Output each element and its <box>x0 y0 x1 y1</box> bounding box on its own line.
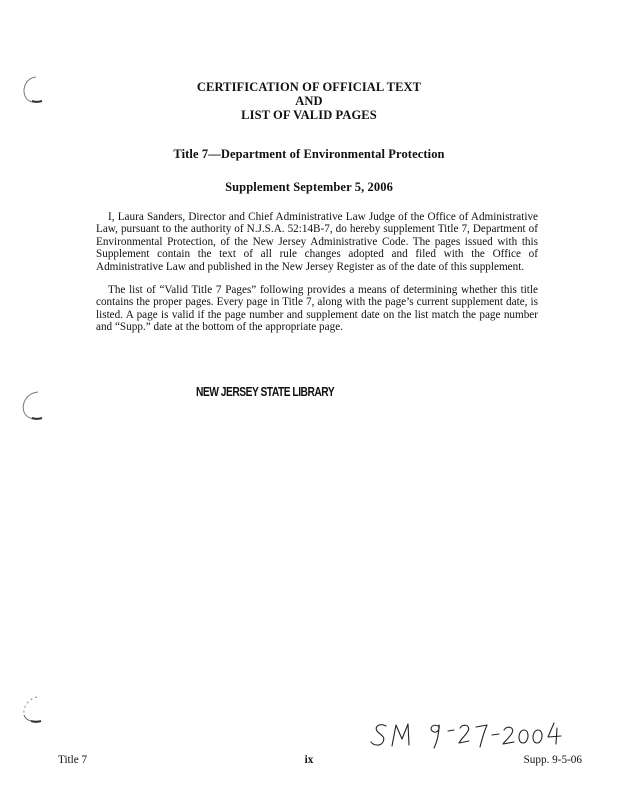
footer-supplement-date: Supp. 9-5-06 <box>523 754 582 766</box>
certification-heading: CERTIFICATION OF OFFICIAL TEXT <box>196 80 422 94</box>
valid-pages-heading: LIST OF VALID PAGES <box>241 108 377 122</box>
certification-paragraph: I, Laura Sanders, Director and Chief Administrative Law Judge of the Office of Administrative Law, pursuant to the authority of N.J.S.A. 52:14B-7, do hereby supplement Title 7, Department of Environmental Protection, of the New Jersey Administrative Code. The pages issued with this Supplement contain the text of all rule changes adopted and filed with the Office of Administrative Law and published in the New Jersey Register as of the date of this supplement. <box>96 211 538 273</box>
certification-heading-and: AND <box>295 94 323 108</box>
valid-pages-paragraph: The list of “Valid Title 7 Pages” following provides a means of determining whether this title contains the proper pages. Every page in Title 7, along with the page’s current supplement date, is listed. A page is valid if the page number and supplement date on the list match the page number and “Supp.” date at the bottom of the appropriate page. <box>96 284 538 334</box>
page-number: ix <box>304 754 314 766</box>
supplement-date-heading: Supplement September 5, 2006 <box>225 180 393 194</box>
punch-hole-mark <box>18 390 52 424</box>
title-heading: Title 7—Department of Environmental Protection <box>173 147 445 161</box>
footer-title: Title 7 <box>58 754 88 766</box>
library-stamp: NEW JERSEY STATE LIBRARY <box>196 385 335 399</box>
punch-hole-mark <box>18 695 52 729</box>
